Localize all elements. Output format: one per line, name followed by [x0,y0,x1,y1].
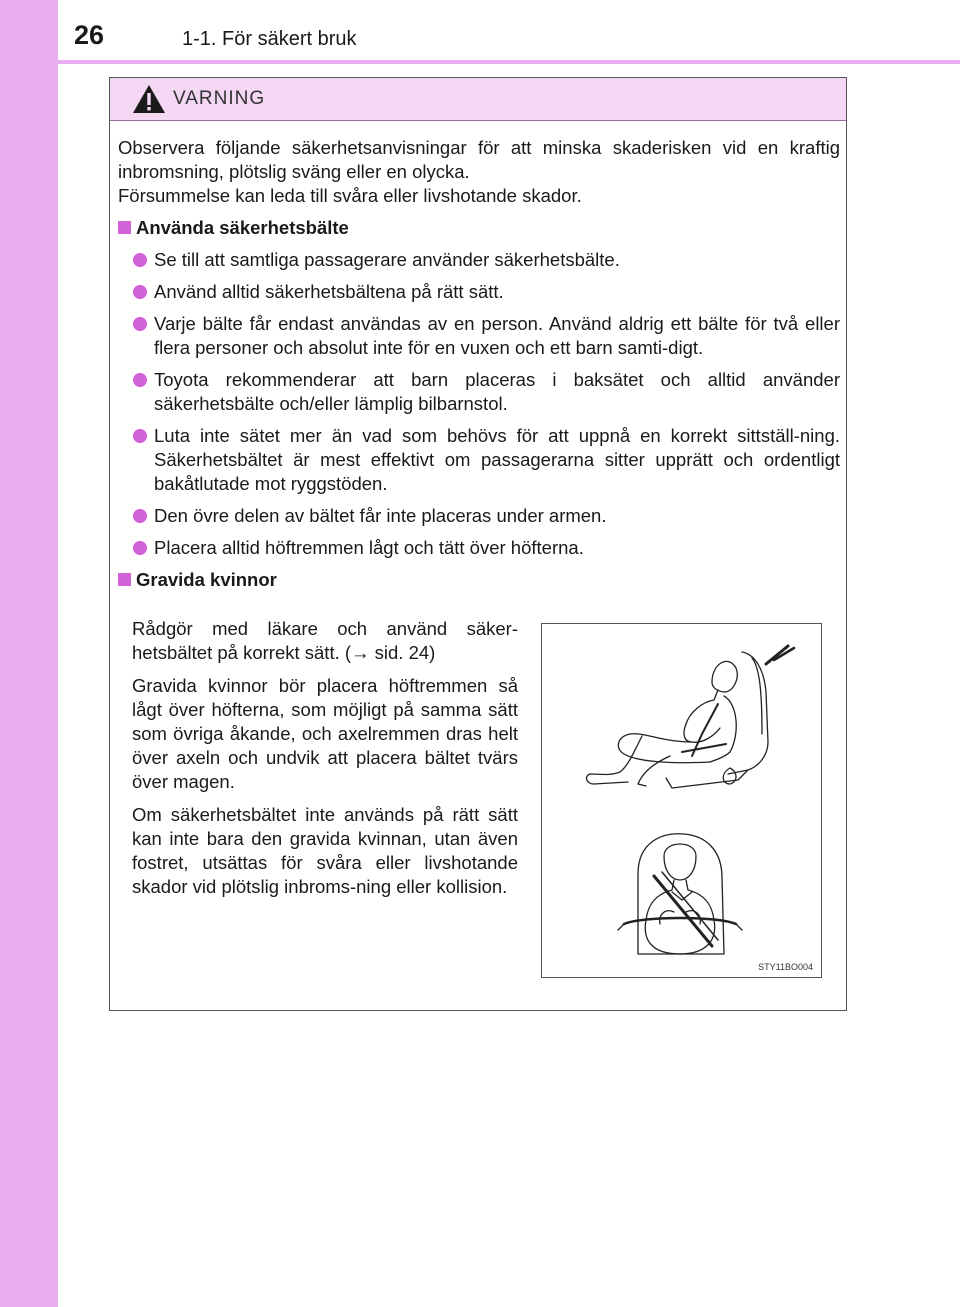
square-bullet-icon [118,573,131,586]
illustration-drawing [542,624,821,977]
warning-box [109,77,847,1011]
warning-body [118,136,840,592]
pregnant-seatbelt-illustration [541,623,822,978]
list-item [118,312,840,360]
list-item [118,280,840,304]
subheading-pregnant-label: Gravida kvinnor [136,569,277,590]
section-title: 1-1. För säkert bruk [182,28,357,50]
round-bullet-icon [133,509,147,523]
list-item-text: Den övre delen av bältet får inte placeras under armen. [154,505,607,526]
square-bullet-icon [118,221,131,234]
warning-intro: Observera följande säkerhetsanvisningar för att minska skaderisken vid en kraftig inbromsning, plötslig sväng eller en olycka. [118,137,840,182]
pregnant-section-text [132,617,518,908]
round-bullet-icon [133,429,147,443]
round-bullet-icon [133,317,147,331]
list-item-text: Placera alltid höftremmen lågt och tätt över höfterna. [154,537,584,558]
list-item [118,424,840,496]
pregnant-paragraph: Rådgör med läkare och använd säker-hetsbältet på korrekt sätt. (→ sid. 24) [132,618,518,663]
list-item [118,368,840,416]
list-item-text: Varje bälte får endast användas av en person. Använd aldrig ett bälte för två eller flera personer och absolut inte för en vuxen och ett barn samti-digt. [154,313,840,358]
warning-header [110,78,846,121]
list-item-text: Se till att samtliga passagerare använder säkerhetsbälte. [154,249,620,270]
list-item [118,504,840,528]
subheading-pregnant [118,568,840,592]
subheading-seatbelt [118,216,840,240]
list-item-text: Använd alltid säkerhetsbältena på rätt sätt. [154,281,504,302]
page-number: 26 [74,20,105,50]
round-bullet-icon [133,285,147,299]
figure-code: STY11BO004 [758,962,813,972]
warning-title: VARNING [173,88,266,109]
side-color-bar [0,0,58,1307]
warning-intro-consequence: Försummelse kan leda till svåra eller livshotande skador. [118,185,582,206]
list-item-text: Luta inte sätet mer än vad som behövs för att uppnå en korrekt sittställ-ning. Säkerhetsbältet är mest effektivt om passagerarna sitter upprätt och ordentligt bakåtlutade mot ryggstöden. [154,425,840,494]
round-bullet-icon [133,373,147,387]
list-item [118,536,840,560]
round-bullet-icon [133,541,147,555]
pregnant-paragraph: Gravida kvinnor bör placera höftremmen så lågt över höfterna, som möjligt på samma sätt som övriga åkande, och axelremmen dras helt över axeln och undvik att placera bältet tvärs över magen. [132,675,518,792]
round-bullet-icon [133,253,147,267]
list-item-text: Toyota rekommenderar att barn placeras i baksätet och alltid använder säkerhetsbälte och/eller lämplig bilbarnstol. [154,369,840,414]
subheading-seatbelt-label: Använda säkerhetsbälte [136,217,349,238]
warning-triangle-icon [132,84,166,114]
header-rule [58,60,960,64]
list-item [118,248,840,272]
pregnant-paragraph: Om säkerhetsbältet inte används på rätt sätt kan inte bara den gravida kvinnan, utan även fostret, utsättas för svåra eller livshotande skador vid plötslig inbroms-ning eller kollision. [132,804,518,897]
